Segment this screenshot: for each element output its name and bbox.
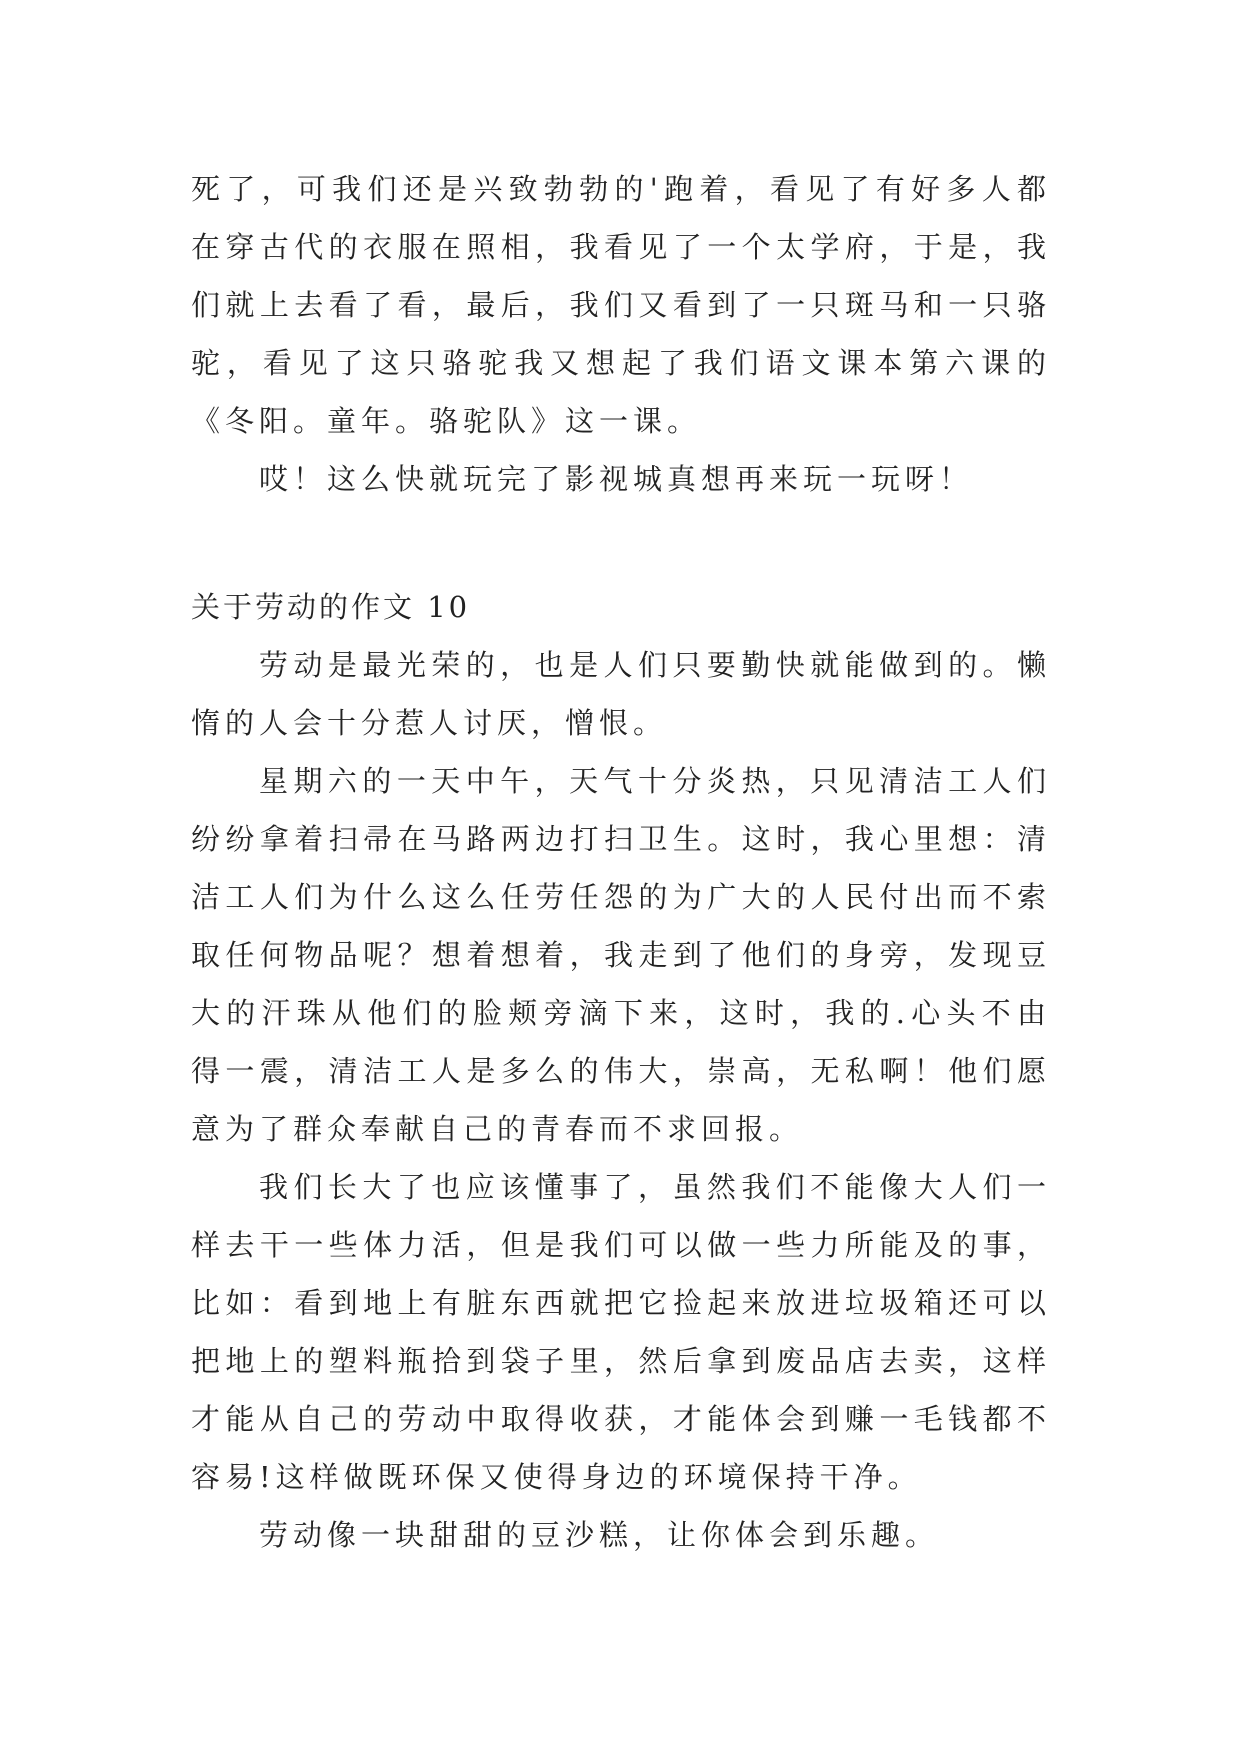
paragraph: 星期六的一天中午，天气十分炎热，只见清洁工人们纷纷拿着扫帚在马路两边打扫卫生。这时，我心里想：清洁工人们为什么这么任劳任怨的为广大的人民付出而不索取任何物品呢？想着想着，我走到了他们的身旁，发现豆大的汗珠从他们的脸颊旁滴下来，这时，我的.心头不由得一震，清洁工人是多么的伟大，崇高，无私啊！他们愿意为了群众奉献自己的青春而不求回报。	[191, 764, 1051, 1146]
paragraph: 我们长大了也应该懂事了，虽然我们不能像大人们一样去干一些体力活，但是我们可以做一些力所能及的事，比如：看到地上有脏东西就把它捡起来放进垃圾箱还可以把地上的塑料瓶拾到袋子里，然后拿到废品店去卖，这样才能从自己的劳动中取得收获，才能体会到赚一毛钱都不容易!这样做既环保又使得身边的环境保持干净。	[191, 1170, 1051, 1494]
section-title: 关于劳动的作文 10	[191, 590, 471, 624]
document-page	[191, 160, 1051, 1564]
paragraph: 劳动是最光荣的，也是人们只要勤快就能做到的。懒惰的人会十分惹人讨厌，憎恨。	[191, 648, 1051, 740]
paragraph: 哎！这么快就玩完了影视城真想再来玩一玩呀！	[259, 462, 974, 496]
paragraph: 劳动像一块甜甜的豆沙糕，让你体会到乐趣。	[259, 1518, 940, 1552]
paragraph-continued: 死了，可我们还是兴致勃勃的'跑着，看见了有好多人都在穿古代的衣服在照相，我看见了一个太学府，于是，我们就上去看了看，最后，我们又看到了一只斑马和一只骆驼，看见了这只骆驼我又想起了我们语文课本第六课的《冬阳。童年。骆驼队》这一课。	[191, 172, 1051, 438]
